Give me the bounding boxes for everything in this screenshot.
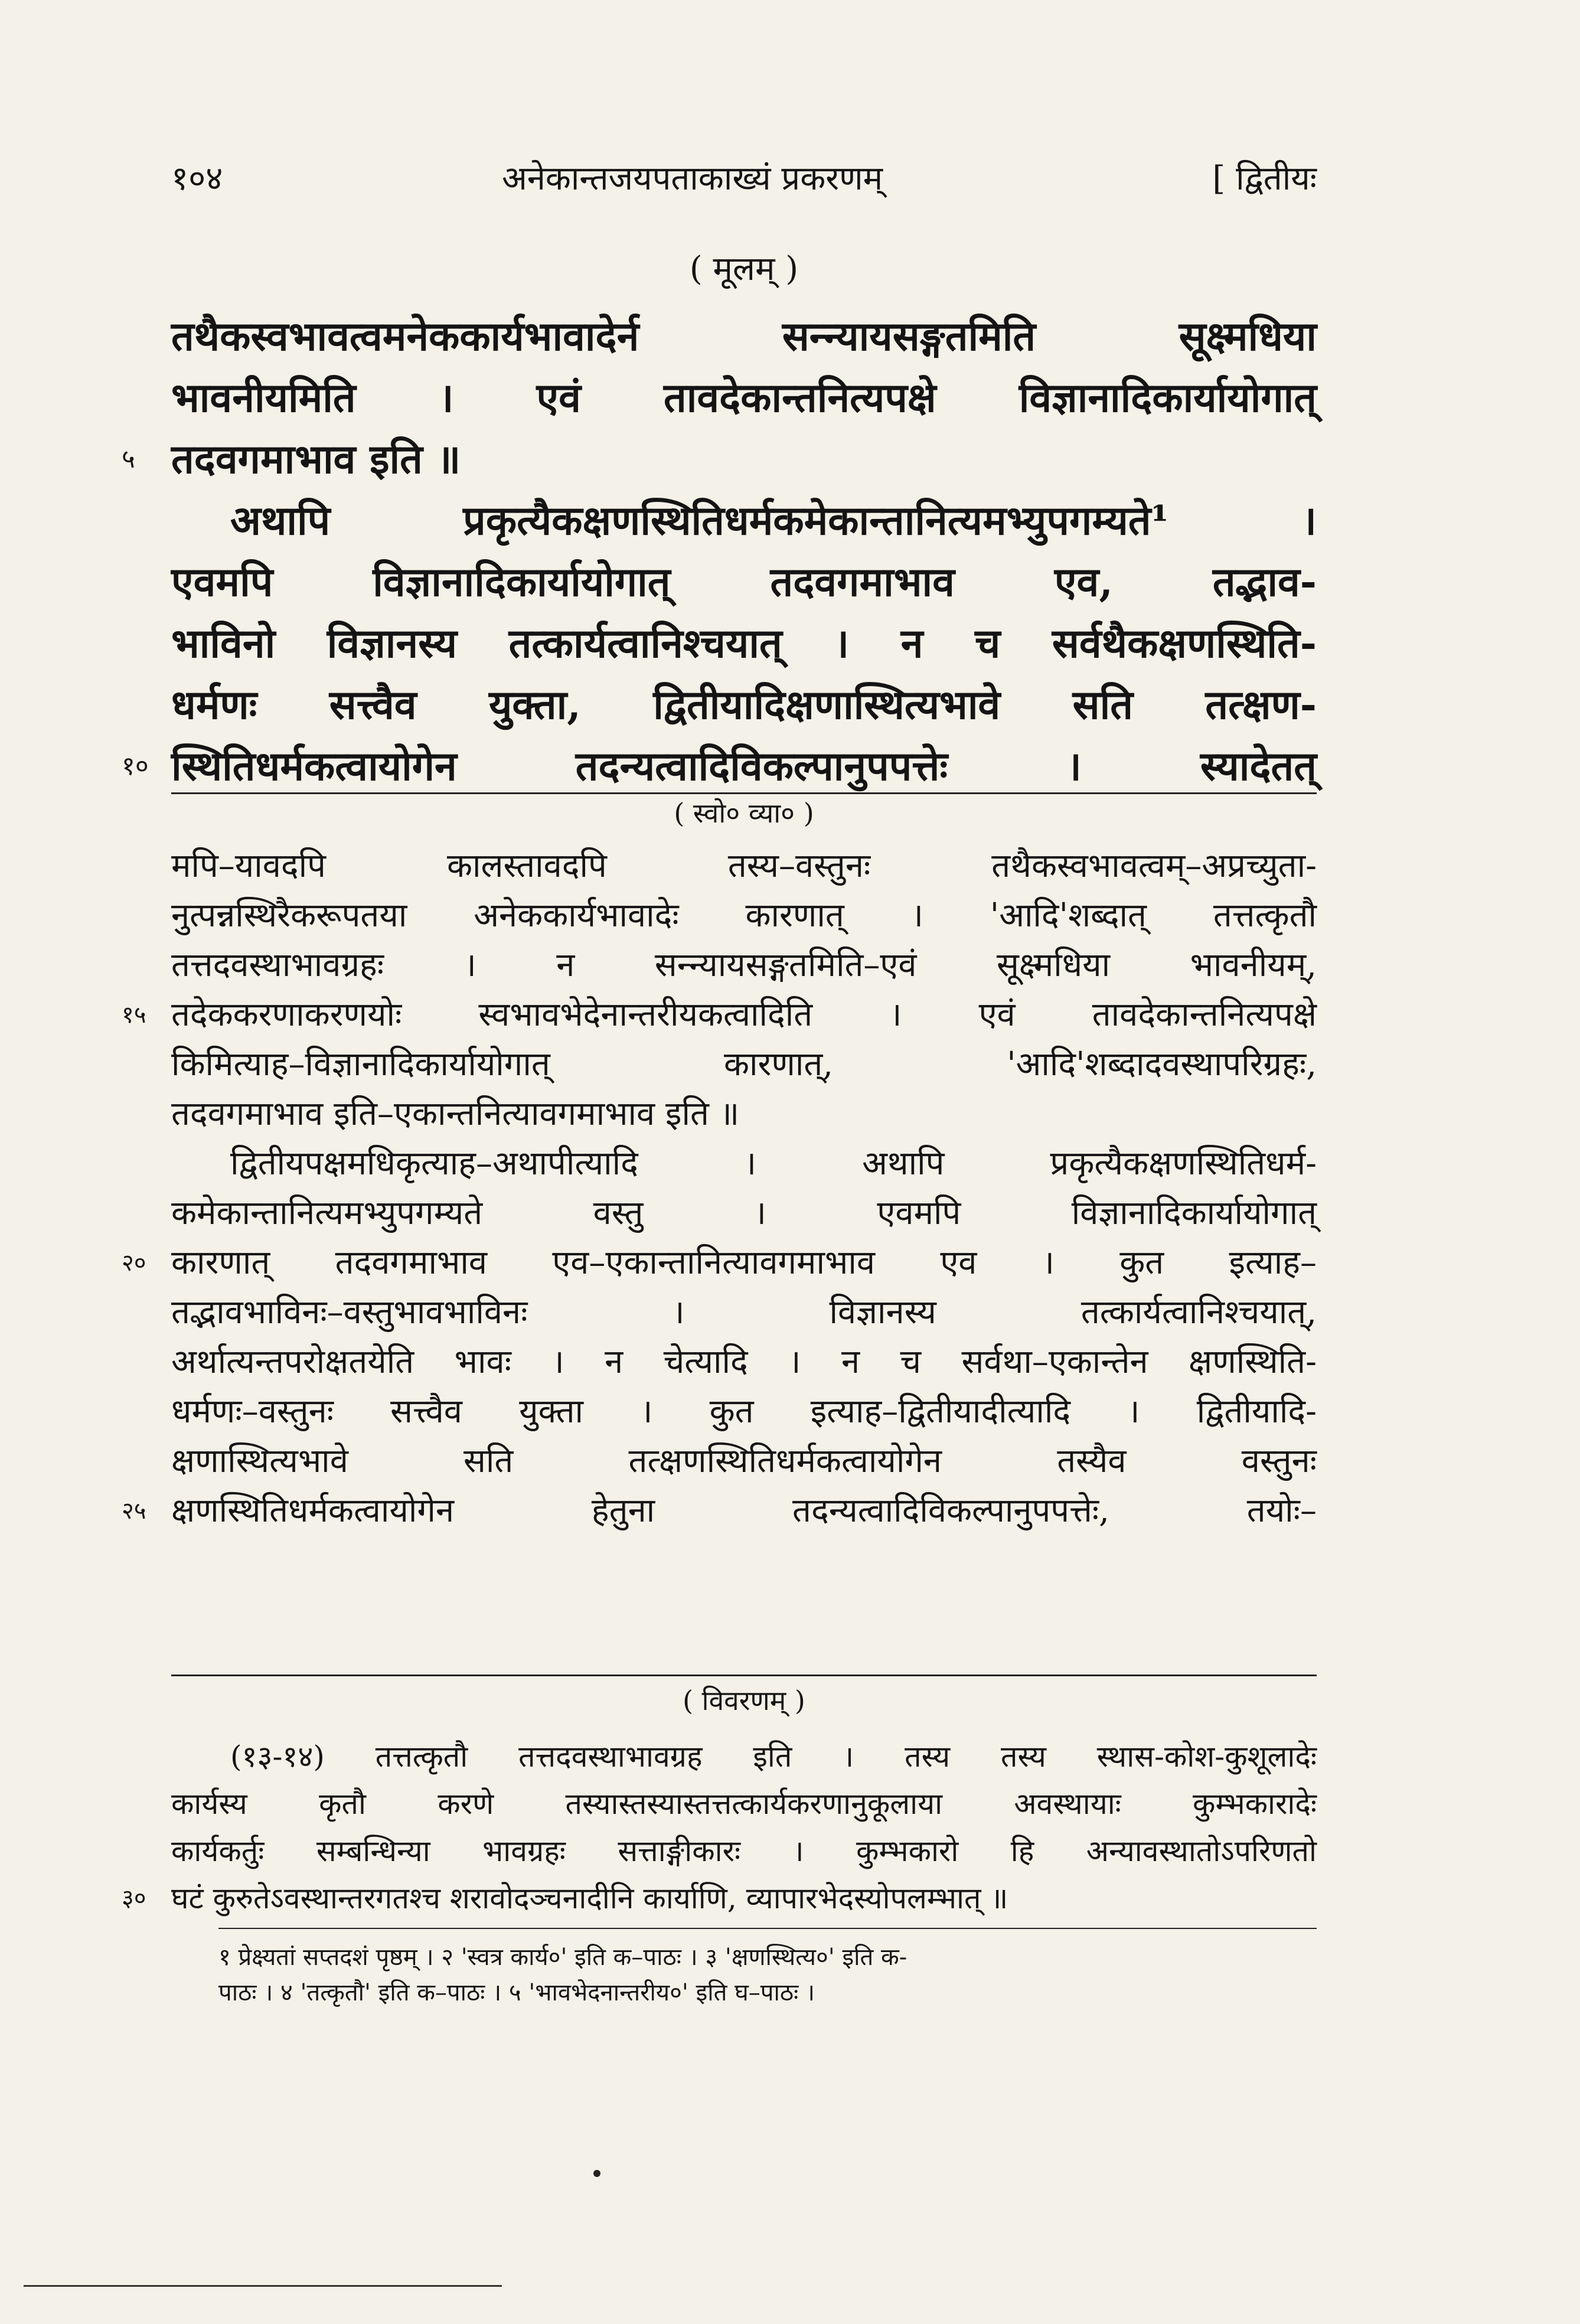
line-number: २५ bbox=[122, 1497, 146, 1525]
line-text: तदवगमाभाव इति–एकान्तनित्यावगमाभाव इति ॥ bbox=[171, 1095, 740, 1133]
line-text: भावनीयमिति । एवं तावदेकान्तनित्यपक्षे विज्ञानादिकार्यायोगात् bbox=[171, 374, 1317, 422]
line-text: तद्भावभाविनः–वस्तुभावभाविनः । विज्ञानस्य तत्कार्यत्वानिश्चयात्, bbox=[171, 1293, 1317, 1331]
line-text: द्वितीयपक्षमधिकृत्याह–अथापीत्यादि । अथापि प्रकृत्यैकक्षणस्थितिधर्म- bbox=[230, 1144, 1317, 1183]
page-number: १०४ bbox=[171, 159, 223, 198]
line-text: तथैकस्वभावत्वमनेककार्यभावादेर्न सन्न्यायसङ्गतमिति सूक्ष्मधिया bbox=[171, 313, 1317, 360]
text-line bbox=[171, 1437, 1317, 1486]
text-line bbox=[122, 429, 1317, 490]
line-text: नुत्पन्नस्थिरैकरूपतया अनेककार्यभावादेः कारणात् । 'आदि'शब्दात् तत्तत्कृतौ bbox=[171, 896, 1317, 935]
line-text: क्षणस्थितिधर्मकत्वायोगेन हेतुना तदन्यत्वादिविकल्पानुपपत्तेः, तयोः– bbox=[171, 1491, 1317, 1530]
vyakhya-text bbox=[122, 841, 1317, 1536]
line-text: अथापि प्रकृत्यैकक्षणस्थितिधर्मकमेकान्तानित्यमभ्युपगम्यते¹ । bbox=[230, 497, 1317, 544]
text-line bbox=[171, 1288, 1317, 1337]
line-text: कारणात् तदवगमाभाव एव–एकान्तानित्यावगमाभाव एव । कुत इत्याह– bbox=[171, 1243, 1317, 1282]
text-line bbox=[122, 1238, 1317, 1288]
line-number: ३० bbox=[122, 1885, 146, 1912]
vyakhya-heading: ( स्वो० व्या० ) bbox=[674, 797, 814, 829]
line-text: भाविनो विज्ञानस्य तत्कार्यत्वानिश्चयात् । न च सर्वथैकक्षणस्थिति- bbox=[171, 620, 1317, 667]
book-title: अनेकान्तजयपताकाख्यं प्रकरणम् bbox=[502, 159, 883, 198]
running-header bbox=[171, 155, 1317, 202]
line-text: तदवगमाभाव इति ॥ bbox=[171, 436, 461, 483]
text-line bbox=[171, 1733, 1317, 1780]
text-line bbox=[122, 1486, 1317, 1536]
text-line bbox=[122, 1875, 1317, 1922]
footnote-line: पाठः । ४ 'तत्कृतौ' इति क–पाठः । ५ 'भावभेदनान्तरीय०' इति घ–पाठः । bbox=[218, 1979, 815, 2006]
line-text: तत्तदवस्थाभावग्रहः । न सन्न्यायसङ्गतमिति–एवं सूक्ष्मधिया भावनीयम्, bbox=[171, 946, 1317, 984]
text-line bbox=[171, 1040, 1317, 1089]
line-text: कमेकान्तानित्यमभ्युपगम्यते वस्तु । एवमपि विज्ञानादिकार्यायोगात् bbox=[171, 1194, 1317, 1232]
footnote-divider bbox=[218, 1928, 1317, 1929]
vivarana-text bbox=[122, 1733, 1317, 1922]
line-text: तदेककरणाकरणयोः स्वभावभेदेनान्तरीयकत्वादिति । एवं तावदेकान्तनित्यपक्षे bbox=[171, 995, 1317, 1034]
line-text: धर्मणः सत्त्वैव युक्ता, द्वितीयादिक्षणास्थित्यभावे सति तत्क्षण- bbox=[171, 681, 1317, 729]
line-text: स्थितिधर्मकत्वायोगेन तदन्यत्वादिविकल्पानुपपत्तेः । स्यादेतत् bbox=[171, 743, 1317, 790]
line-number: २० bbox=[122, 1249, 146, 1277]
line-number: ५ bbox=[122, 444, 135, 474]
text-line bbox=[171, 306, 1317, 367]
text-line bbox=[122, 990, 1317, 1040]
text-line bbox=[171, 841, 1317, 891]
line-text: मपि–यावदपि कालस्तावदपि तस्य–वस्तुनः तथैकस्वभावत्वम्–अप्रच्युता- bbox=[171, 847, 1317, 885]
line-text: कार्यस्य कृतौ करणे तस्यास्तस्यास्तत्तत्कार्यकरणानुकूलाया अवस्थायाः कुम्भकारादेः bbox=[171, 1787, 1317, 1821]
text-line bbox=[171, 1337, 1317, 1387]
text-line bbox=[171, 1189, 1317, 1238]
text-line bbox=[171, 367, 1317, 429]
text-line bbox=[171, 490, 1317, 551]
text-line bbox=[171, 1387, 1317, 1437]
section-label: [ द्वितीयः bbox=[1212, 159, 1317, 198]
page-edge-line bbox=[24, 2285, 502, 2287]
text-line bbox=[171, 551, 1317, 613]
line-text: घटं कुरुतेऽवस्थान्तरगतश्च शरावोदञ्चनादीनि कार्याणि, व्यापारभेदस्योपलम्भात् ॥ bbox=[171, 1881, 1008, 1915]
line-text: कार्यकर्तुः सम्बन्धिन्या भावग्रहः सत्ताङ्गीकारः । कुम्भकारो हि अन्यावस्थातोऽपरिणतो bbox=[171, 1834, 1317, 1868]
text-line bbox=[171, 613, 1317, 674]
text-line bbox=[171, 891, 1317, 941]
mula-text bbox=[122, 306, 1317, 797]
line-number: १० bbox=[122, 751, 149, 781]
text-line bbox=[122, 736, 1317, 797]
mula-heading: ( मूलम् ) bbox=[689, 250, 799, 288]
text-line bbox=[171, 674, 1317, 736]
line-text: धर्मणः–वस्तुनः सत्त्वैव युक्ता । कुत इत्याह–द्वितीयादीत्यादि । द्वितीयादि- bbox=[171, 1392, 1317, 1431]
text-line bbox=[171, 1089, 1317, 1139]
text-line bbox=[171, 941, 1317, 990]
text-line bbox=[171, 1827, 1317, 1875]
text-line bbox=[171, 1780, 1317, 1827]
footnotes bbox=[218, 1940, 1317, 2010]
line-text: क्षणास्थित्यभावे सति तत्क्षणस्थितिधर्मकत्वायोगेन तस्यैव वस्तुनः bbox=[171, 1442, 1317, 1480]
line-text: किमित्याह–विज्ञानादिकार्यायोगात् कारणात्, 'आदि'शब्दादवस्थापरिग्रहः, bbox=[171, 1045, 1317, 1083]
line-text: अर्थात्यन्तपरोक्षतयेति भावः । न चेत्यादि । न च सर्वथा–एकान्तेन क्षणस्थिति- bbox=[171, 1343, 1317, 1381]
footnote-line: १ प्रेक्ष्यतां सप्तदशं पृष्ठम् । २ 'स्वत्र कार्य०' इति क–पाठः । ३ 'क्षणस्थित्य०' इति क- bbox=[218, 1944, 907, 1971]
line-text: एवमपि विज्ञानादिकार्यायोगात् तदवगमाभाव एव, तद्भाव- bbox=[171, 559, 1317, 606]
divider-line bbox=[171, 1675, 1317, 1676]
line-number: १५ bbox=[122, 1001, 146, 1029]
text-line bbox=[171, 1139, 1317, 1189]
line-text: (१३-१४) तत्तत्कृतौ तत्तदवस्थाभावग्रह इति । तस्य तस्य स्थास-कोश-कुशूलादेः bbox=[230, 1739, 1317, 1774]
vivarana-heading: ( विवरणम् ) bbox=[683, 1685, 805, 1716]
print-mark bbox=[593, 2170, 600, 2177]
